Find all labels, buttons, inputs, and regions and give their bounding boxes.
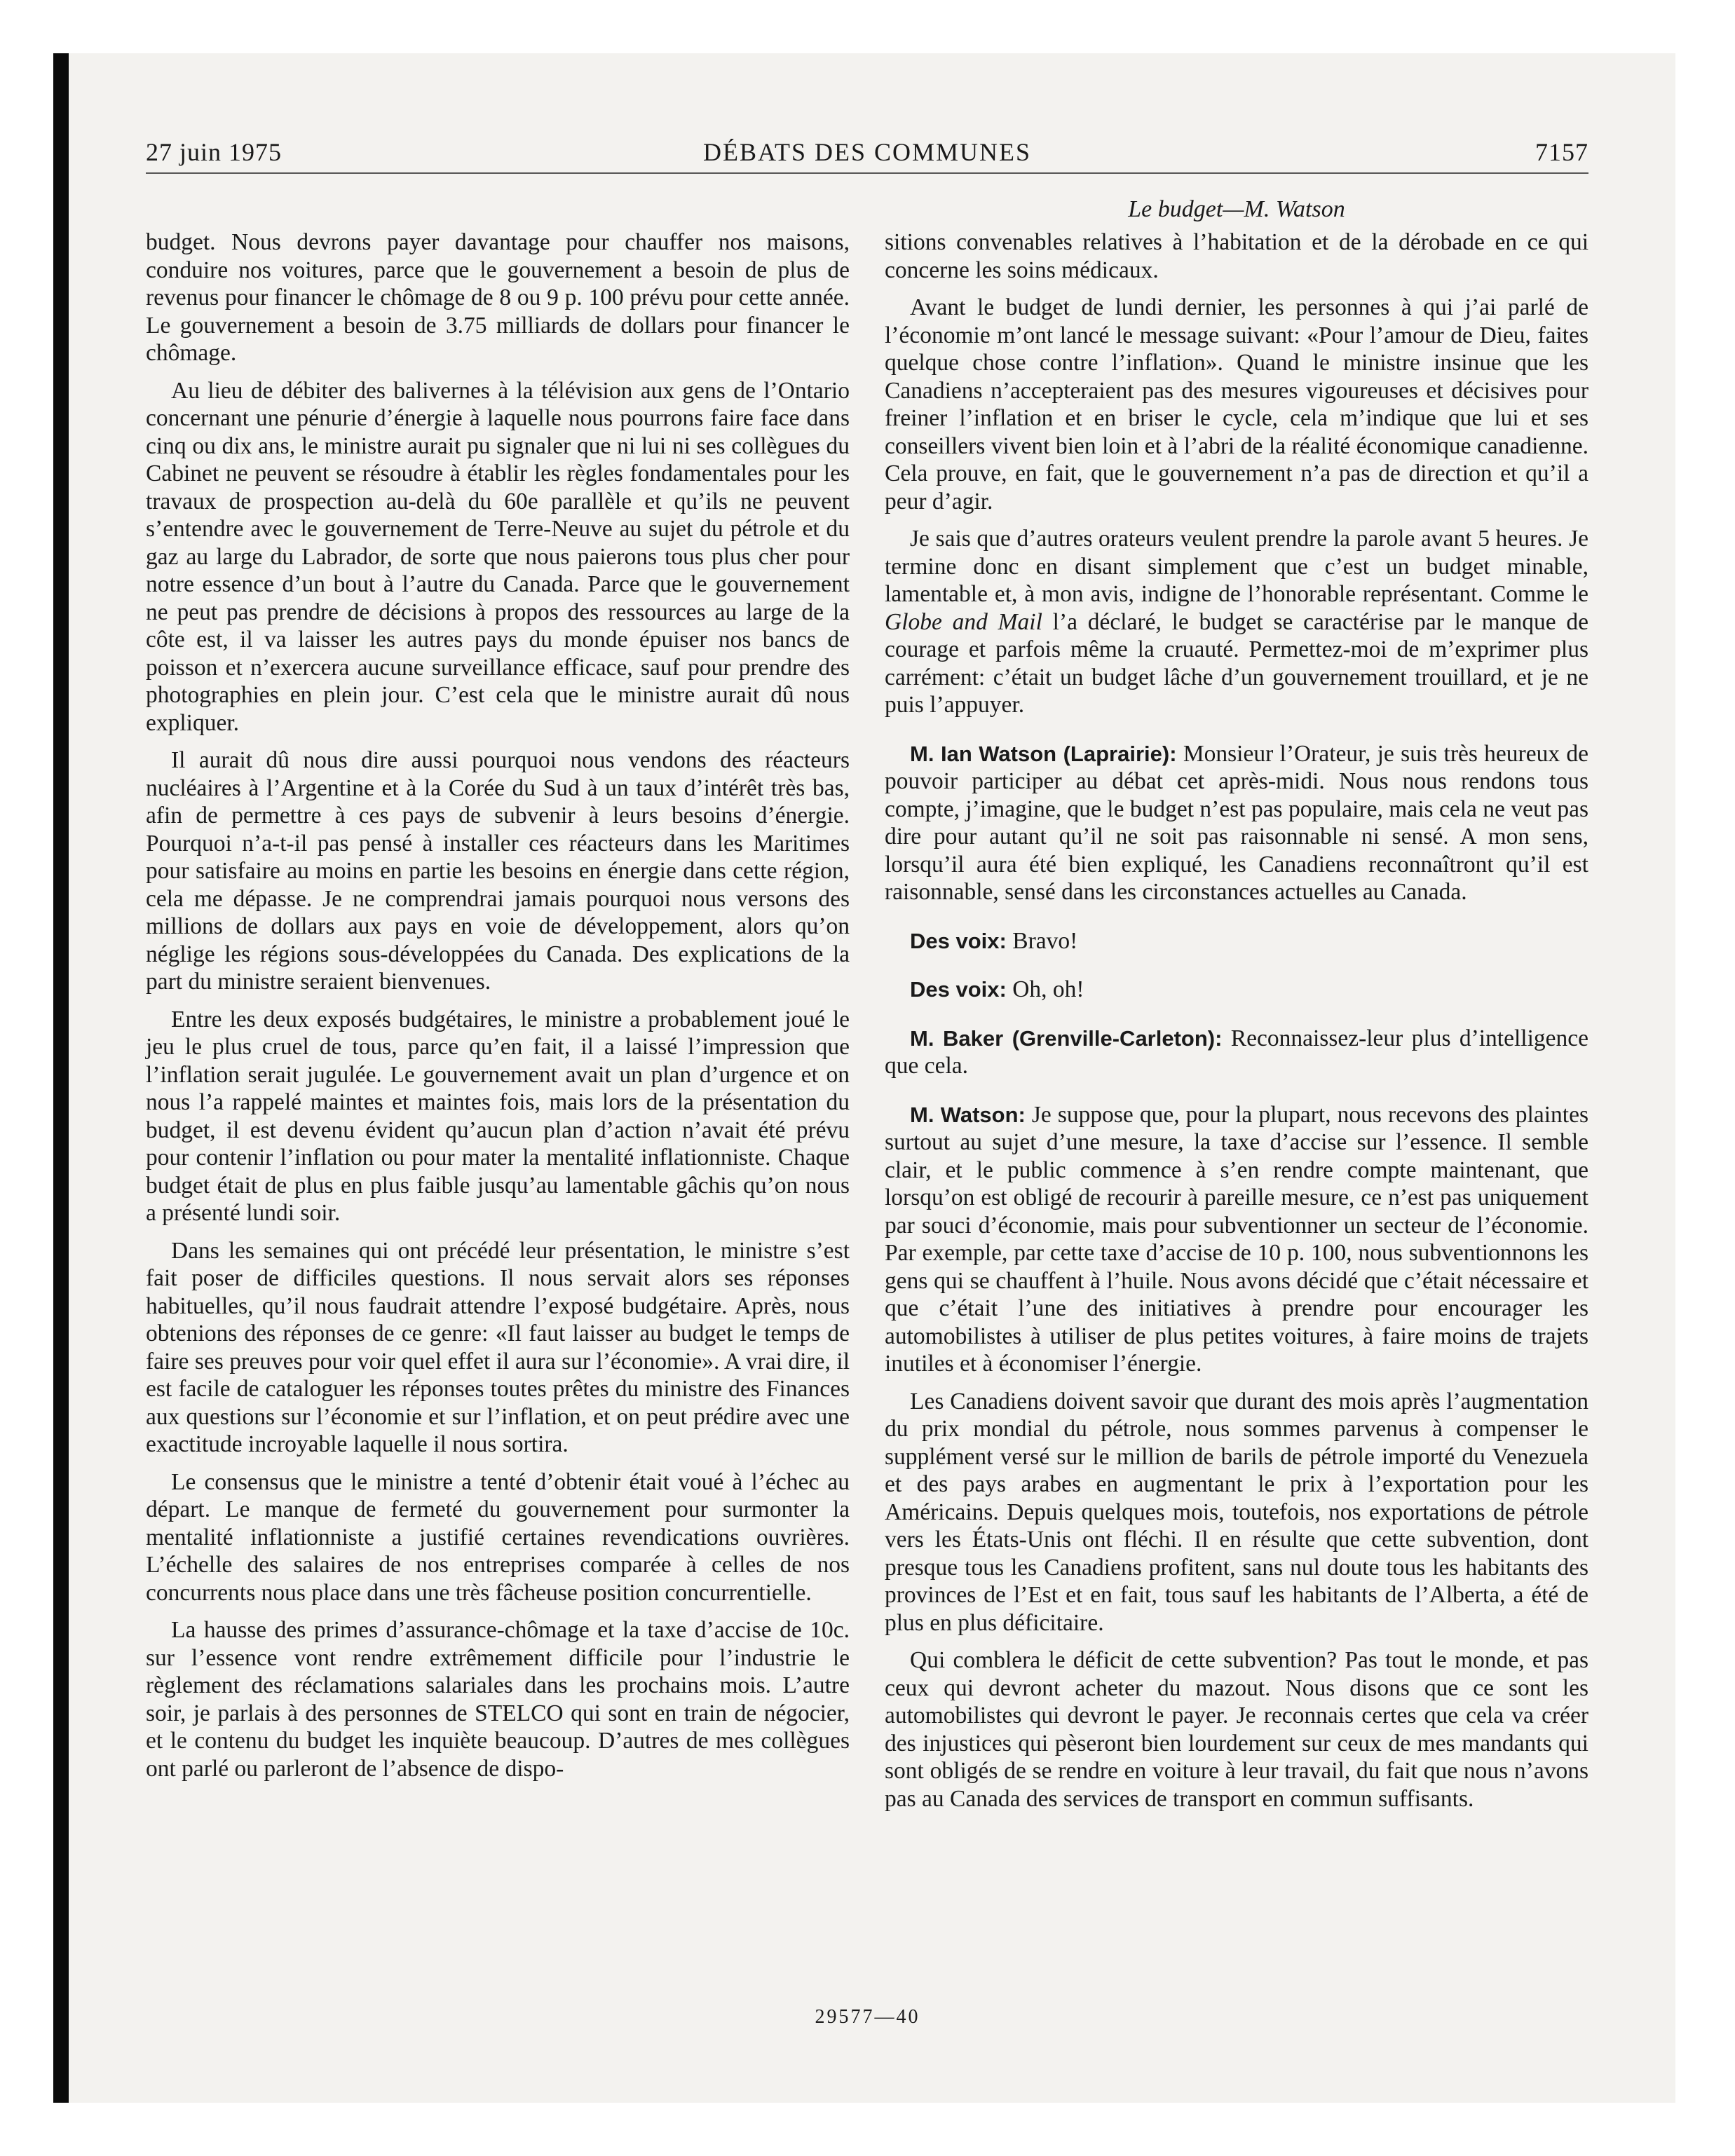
page-footer: 29577—40	[815, 2006, 920, 2028]
speaker-name: M. Ian Watson (Laprairie):	[910, 741, 1177, 766]
speech-text: Oh, oh!	[1006, 976, 1084, 1002]
paragraph: Avant le budget de lundi dernier, les personnes à qui j’ai parlé de l’économie m’ont lancé le message suivant: «Pour l’amour de Dieu, faites quelque chose contre l’inflation». Quand le ministre insinue que les Canadiens n’accepteraient pas des mesures vigoureuses et décisives pour freiner l’inflation et en briser le cycle, cela m’indique que lui et ses conseillers vivent bien loin et à l’abri de la réalité économique canadienne. Cela prouve, en fait, que le gouvernement n’a pas de direction et qu’il a peur d’agir.	[885, 294, 1588, 514]
paragraph: budget. Nous devrons payer davantage pour chauffer nos maisons, conduire nos voitures, parce que le gouvernement a besoin de plus de revenus pour financer le chômage de 8 ou 9 p. 100 prévu pour cette année. Le gouvernement a besoin de 3.75 milliards de dollars pour financer le chômage.	[146, 229, 850, 366]
paragraph: Dans les semaines qui ont précédé leur présentation, le ministre s’est fait poser de difficiles questions. Il nous servait alors ses réponses habituelles, qu’il nous faudrait attendre l’exposé budgétaire. Après, nous obtenions des réponses de ce genre: «Il faut laisser au budget le temps de faire ses preuves pour voir quel effet il aura sur l’économie». A vrai dire, il est facile de cataloguer les réponses toutes prêtes du ministre des Finances aux questions sur l’économie et sur l’inflation, et on peut prédire avec une exactitude incroyable laquelle il nous sortira.	[146, 1237, 850, 1457]
speech-paragraph	[885, 1101, 1588, 1378]
speech-text: Bravo!	[1006, 927, 1078, 954]
text-run: l’a déclaré, le budget se caractérise par le manque de courage et parfois même la cruauté. Permettez-moi de m’exprimer plus carrément: c’était un budget lâche d’un gouvernement trouillard, et je ne puis l’appuyer.	[885, 608, 1588, 718]
page-header	[146, 137, 1588, 174]
newspaper-name: Globe and Mail	[885, 608, 1042, 635]
speech-text: Je suppose que, pour la plupart, nous recevons des plaintes surtout au sujet d’une mesure, la taxe d’accise sur l’essence. Il semble clair, et le public commence à s’en rendre compte maintenant, que lorsqu’on est obligé de recourir à pareille mesure, ce n’est pas uniquement par souci d’économie, mais pour subventionner un secteur de l’économie. Par exemple, par cette taxe d’accise de 10 p. 100, nous subventionnons les gens qui se chauffent à l’huile. Nous avons décidé que c’était nécessaire et que c’était l’une des initiatives à prendre pour encourager les automobilistes à utiliser de plus petites voitures, à faire moins de trajets inutiles et à économiser l’énergie.	[885, 1101, 1588, 1377]
speech-paragraph	[885, 1025, 1588, 1080]
paragraph: Il aurait dû nous dire aussi pourquoi nous vendons des réacteurs nucléaires à l’Argentine et à la Corée du Sud à un taux d’intérêt très bas, afin de permettre à ces pays de subvenir à leurs besoins d’énergie. Pourquoi n’a-t-il pas pensé à installer ces réacteurs dans les Maritimes pour satisfaire au moins en partie les besoins en énergie dans cette région, cela me dépasse. Je ne comprendrai jamais pourquoi nous versons des millions de dollars aux pays en voie de développement, alors qu’on néglige les régions sous-développées du Canada. Des explications de la part du ministre seraient bienvenues.	[146, 747, 850, 995]
running-head: Le budget—M. Watson	[1128, 196, 1345, 222]
speech-text: Reconnaissez-leur plus d’intelligence que cela.	[885, 1025, 1588, 1079]
paragraph: sitions convenables relatives à l’habitation et de la dérobade en ce qui concerne les soins médicaux.	[885, 229, 1588, 283]
speaker-name: M. Baker (Grenville-Carleton):	[910, 1025, 1223, 1051]
header-date: 27 juin 1975	[146, 138, 283, 166]
speech-paragraph	[885, 927, 1588, 955]
paragraph	[885, 525, 1588, 719]
paragraph: Le consensus que le ministre a tenté d’obtenir était voué à l’échec au départ. Le manque de fermeté du gouvernement pour surmonter la mentalité inflationniste a justifié certaines revendications ouvrières. L’échelle des salaires de nos entreprises comparée à celles de nos concurrents nous place dans une très fâcheuse position concurrentielle.	[146, 1468, 850, 1606]
speech-paragraph	[885, 976, 1588, 1004]
header-title: DÉBATS DES COMMUNES	[702, 138, 1032, 166]
speech-text: Monsieur l’Orateur, je suis très heureux de pouvoir participer au débat cet après-midi. Nous nous rendons tous compte, j’imagine, que le budget n’est pas populaire, mais cela ne veut pas dire pour autant qu’il ne soit pas raisonnable ni sensé. A mon sens, lorsqu’il aura été bien expliqué, les Canadiens reconnaîtront qu’il est raisonnable, sensé dans les circonstances actuelles au Canada.	[885, 740, 1588, 905]
speech-paragraph	[885, 740, 1588, 906]
text-run: Je sais que d’autres orateurs veulent prendre la parole avant 5 heures. Je termine donc en disant simplement que c’est un budget minable, lamentable et, à mon avis, indigne de l’honorable représentant. Comme le	[885, 526, 1588, 607]
paragraph: Les Canadiens doivent savoir que durant des mois après l’augmentation du prix mondial du pétrole, nous sommes parvenus à compenser le supplément versé sur le million de barils de pétrole importé du Venezuela et des pays arabes en augmentant le prix à l’exportation pour les Américains. Depuis quelques mois, toutefois, nos exportations de pétrole vers les États-Unis ont fléchi. Il en résulte que cette subvention, dont presque tous les Canadiens profitent, sans nul doute tous les habitants des provinces de l’Est et en fait, tous sauf les habitants de l’Alberta, a été de plus en plus déficitaire.	[885, 1388, 1588, 1636]
speaker-name: M. Watson:	[910, 1102, 1026, 1127]
paragraph: Entre les deux exposés budgétaires, le ministre a probablement joué le jeu le plus cruel de tous, parce qu’en fait, il a laissé l’impression que l’inflation serait jugulée. Le gouvernement avait un plan d’urgence et on nous l’a rappelé maintes et maintes fois, mais lors de la présentation du budget, il est devenu évident qu’aucun plan d’action n’avait été prévu pour contenir l’inflation ou pour mater la mentalité inflationniste. Chaque budget était de plus en plus faible jusqu’au lamentable gâchis qu’on nous a présenté lundi soir.	[146, 1006, 850, 1226]
paragraph: La hausse des primes d’assurance-chômage et la taxe d’accise de 10c. sur l’essence vont rendre extrêmement difficile pour l’industrie le règlement des réclamations salariales dans les prochains mois. L’autre soir, je parlais à des personnes de STELCO qui sont en train de négocier, et le contenu du budget les inquiète beaucoup. D’autres de mes collègues ont parlé ou parleront de l’absence de dispo-	[146, 1617, 850, 1782]
paragraph: Qui comblera le déficit de cette subvention? Pas tout le monde, et pas ceux qui devront acheter du mazout. Nous disons que ce sont les automobilistes qui devront le payer. Je reconnais certes que cela va créer des injustices qui pèseront bien lourdement sur ceux de mes mandants qui sont obligés de se rendre en voiture à leur travail, du fait que nous n’avons pas au Canada des services de transport en commun suffisants.	[885, 1647, 1588, 1812]
paragraph: Au lieu de débiter des balivernes à la télévision aux gens de l’Ontario concernant une pénurie d’énergie à laquelle nous pourrons faire face dans cinq ou dix ans, le ministre aurait pu signaler que ni lui ni ses collègues du Cabinet ne peuvent se résoudre à établir les règles fondamentales pour les travaux de prospection au-delà du 60e parallèle et qu’ils ne peuvent s’entendre avec le gouvernement de Terre-Neuve au sujet du pétrole et du gaz au large du Labrador, de sorte que nous paierons tous plus cher pour notre essence d’un bout à l’autre du Canada. Parce que le gouvernement ne peut pas prendre de décisions à propos des ressources au large de la côte est, il va laisser les autres pays du monde épuiser nos bancs de poisson et n’exercera aucune surveillance efficace, sauf pour prendre des photographies en plein jour. C’est cela que le ministre aurait dû nous expliquer.	[146, 377, 850, 736]
speaker-name: Des voix:	[910, 928, 1007, 953]
scan-edge	[53, 53, 69, 2103]
header-page-number: 7157	[1535, 138, 1588, 166]
left-column	[146, 228, 850, 1792]
speaker-name: Des voix:	[910, 977, 1007, 1002]
right-column	[885, 228, 1588, 1822]
